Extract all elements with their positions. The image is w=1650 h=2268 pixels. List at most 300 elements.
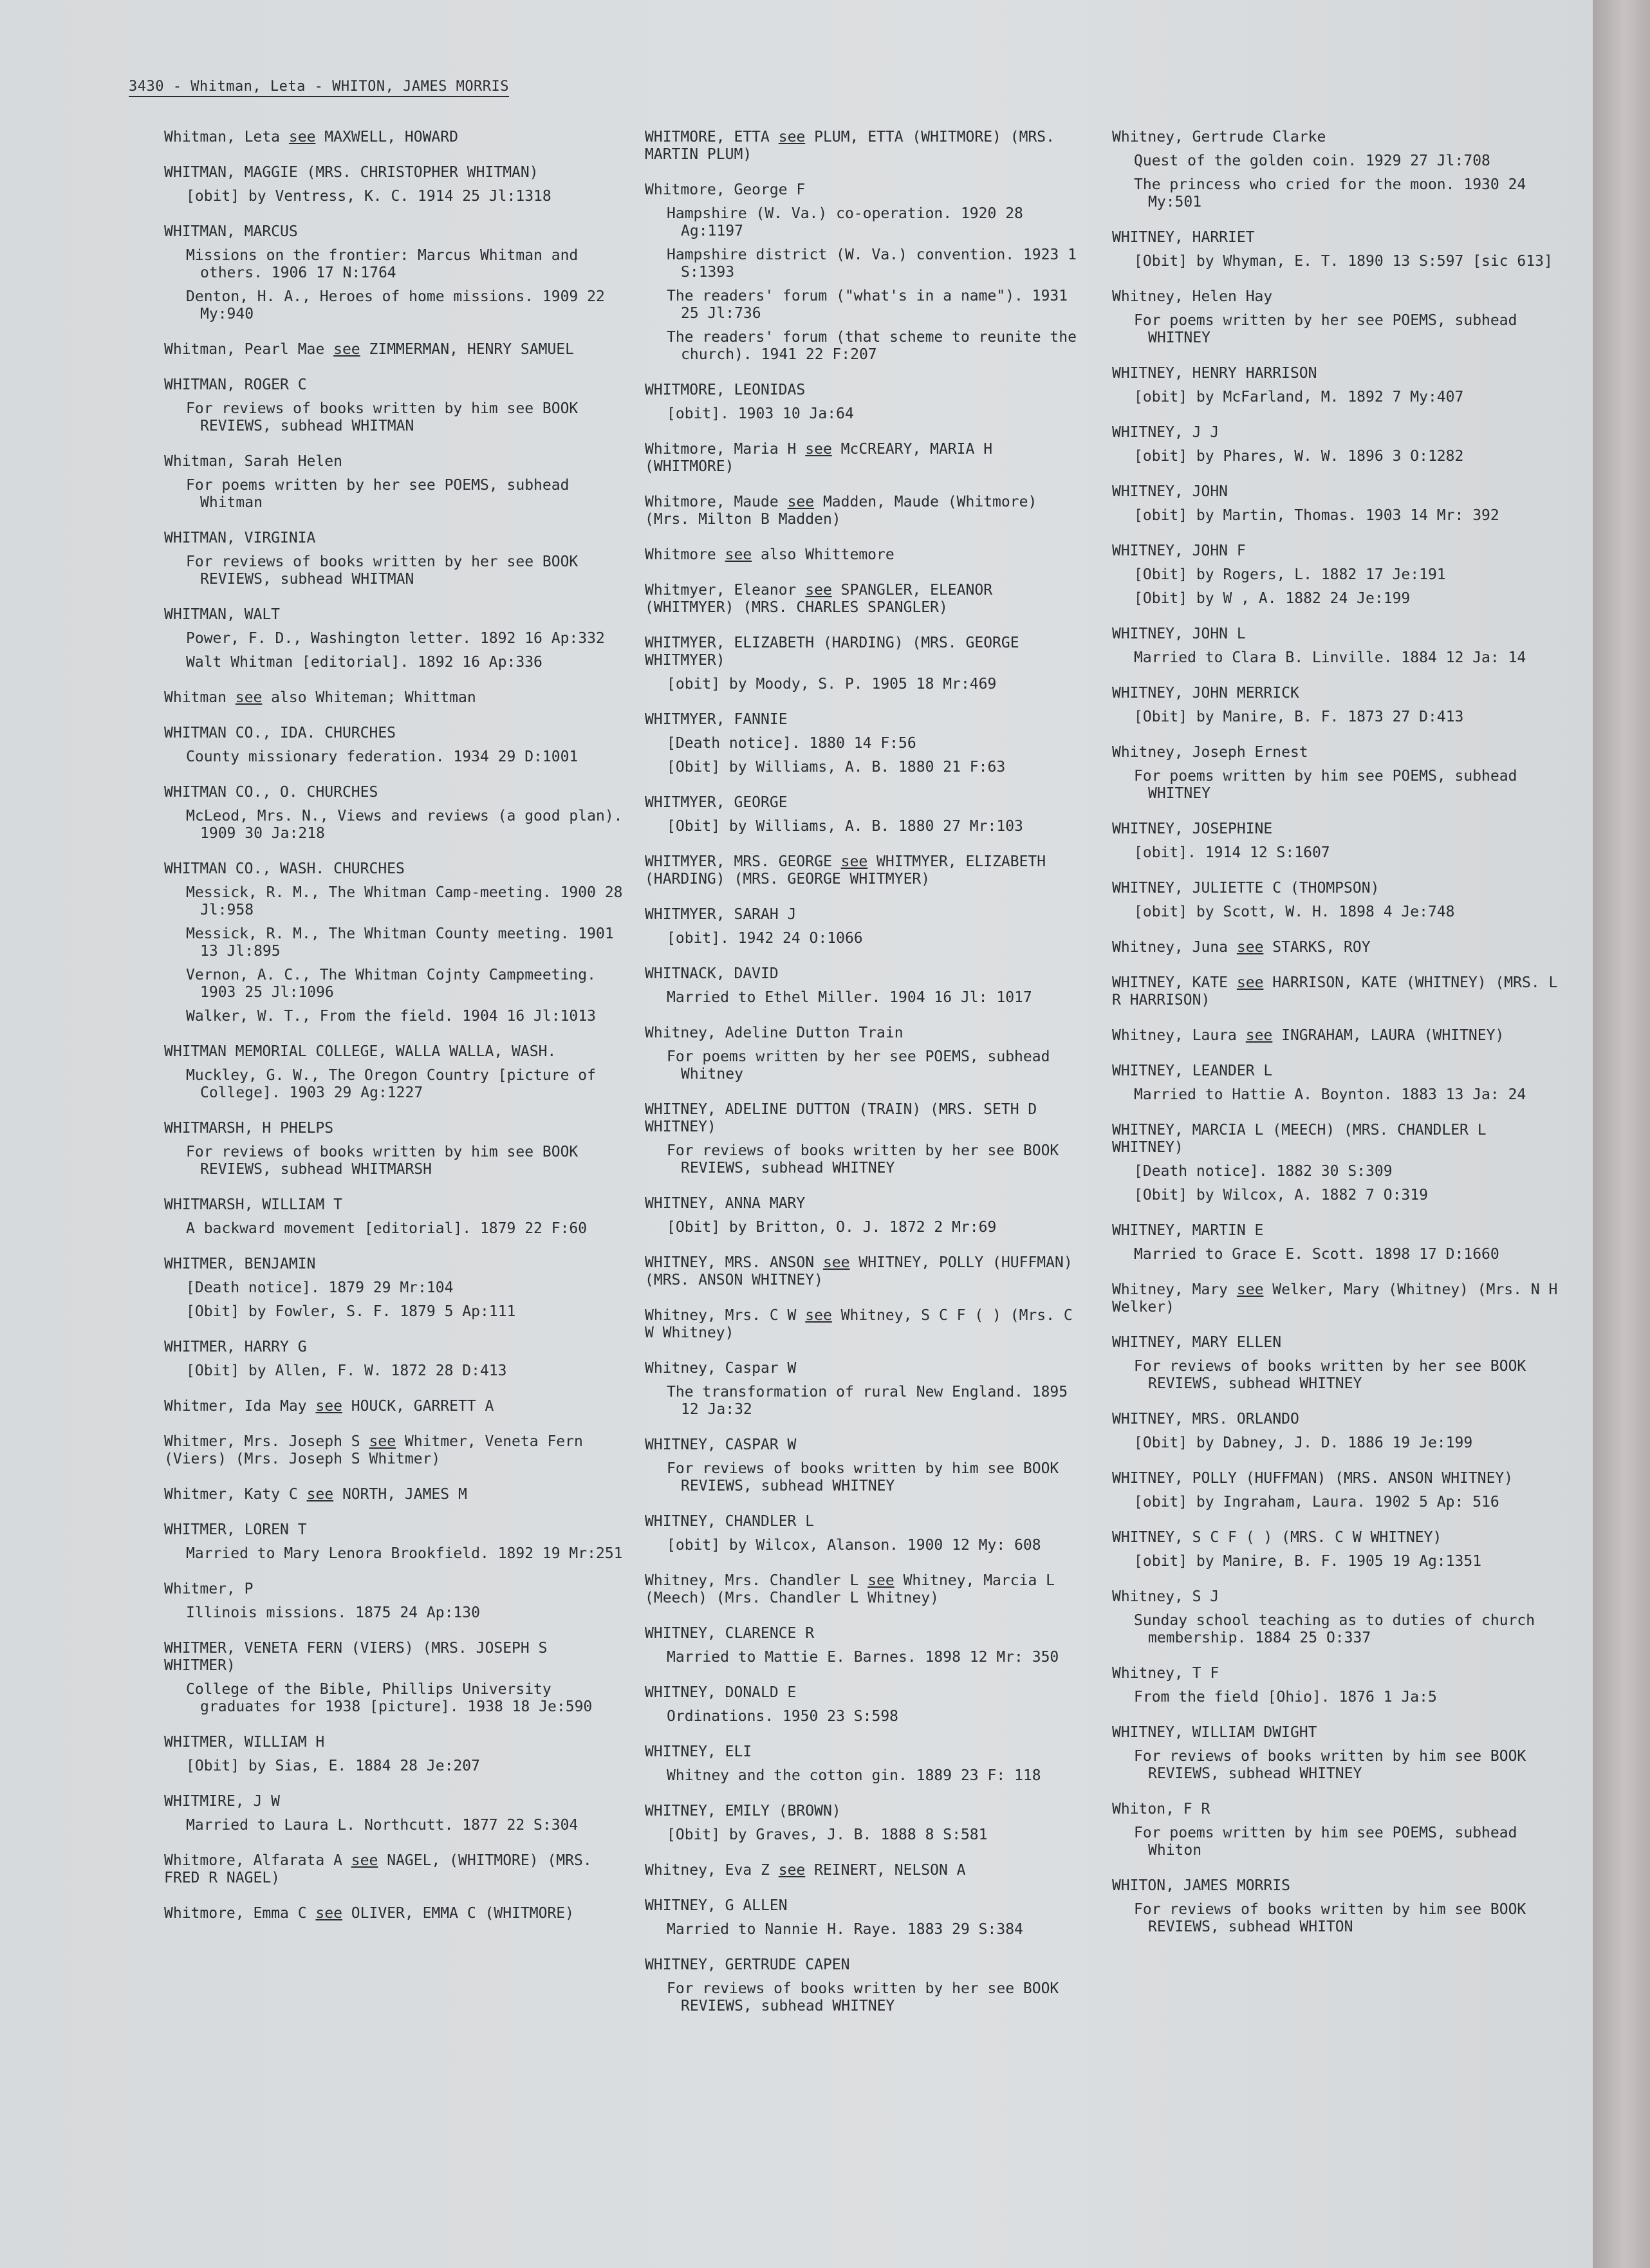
entry-heading (645, 1307, 1089, 1342)
citation: For reviews of books written by him see BOOK REVIEWS, subhead WHITMARSH (186, 1144, 579, 1178)
heading-text: MAXWELL, HOWARD (315, 129, 458, 145)
heading-text: WHITNEY, MARTIN E (1112, 1222, 1264, 1239)
citation: [Obit] by Dabney, J. D. 1886 19 Je:199 (1134, 1435, 1473, 1451)
entry-heading (1112, 1281, 1562, 1316)
entry-heading (1112, 365, 1562, 382)
citation: [Obit] by Manire, B. F. 1873 27 D:413 (1134, 709, 1464, 725)
entry-heading (1112, 1027, 1562, 1045)
citation: [obit] by Scott, W. H. 1898 4 Je:748 (1134, 904, 1455, 920)
citation: [obit] by Moody, S. P. 1905 18 Mr:469 (667, 676, 997, 692)
citation: Married to Mary Lenora Brookfield. 1892 19 Mr:251 (186, 1545, 623, 1562)
index-entry (1112, 1724, 1562, 1783)
heading-text: NAGEL, (WHITMORE) (MRS. FRED R NAGEL) (164, 1852, 592, 1886)
column-3 (1112, 129, 1562, 1954)
index-entry (1112, 880, 1562, 921)
index-entry (645, 382, 1089, 423)
heading-text: Whitney, Joseph Ernest (1112, 744, 1308, 761)
entry-heading (164, 376, 627, 394)
see-reference: see (315, 1905, 342, 1922)
entry-heading (164, 1852, 627, 1887)
citation: College of the Bible, Phillips University graduates for 1938 [picture]. 1938 18 Je:590 (186, 1681, 593, 1715)
heading-text: WHITNEY, MARCIA L (MEECH) (MRS. CHANDLER L WHITNEY) (1112, 1122, 1487, 1156)
see-reference: see (1236, 939, 1264, 956)
heading-text: Whitmore, Alfarata A (164, 1852, 351, 1869)
index-entry (164, 1043, 627, 1102)
heading-text: Whitmore, Maude (645, 494, 788, 510)
citation: For reviews of books written by her see BOOK REVIEWS, subhead WHITNEY (667, 1980, 1059, 2014)
heading-text: Whitmer, Mrs. Joseph S (164, 1433, 369, 1450)
index-entry (645, 1195, 1089, 1236)
citation: [Obit] by Allen, F. W. 1872 28 D:413 (186, 1362, 507, 1379)
index-entry (1112, 1665, 1562, 1706)
index-entry (164, 1734, 627, 1775)
citation: Married to Clara B. Linville. 1884 12 Ja: 14 (1134, 649, 1526, 666)
heading-text: Whitman, Pearl Mae (164, 341, 334, 358)
column-2 (645, 129, 1089, 2033)
heading-text: Whitney, Adeline Dutton Train (645, 1025, 904, 1041)
citation: Hampshire (W. Va.) co-operation. 1920 28 Ag:1197 (667, 205, 1023, 239)
citation: Married to Nannie H. Raye. 1883 29 S:384 (667, 1921, 1023, 1938)
heading-text: WHITMARSH, H PHELPS (164, 1120, 334, 1137)
citation: [obit]. 1903 10 Ja:64 (667, 405, 854, 422)
index-entry (164, 1398, 627, 1415)
citation: [Obit] by Rogers, L. 1882 17 Je:191 (1134, 566, 1446, 583)
index-entry (645, 546, 1089, 564)
entry-heading (645, 129, 1089, 163)
heading-text: WHITMER, LOREN T (164, 1521, 307, 1538)
citation: The readers' forum ("what's in a name"). 1931 25 Jl:736 (667, 288, 1068, 322)
see-reference: see (778, 129, 806, 145)
heading-text: WHITNEY, CLARENCE R (645, 1625, 815, 1642)
citation: [Obit] by Britton, O. J. 1872 2 Mr:69 (667, 1219, 997, 1236)
see-reference: see (306, 1486, 334, 1503)
citation: [obit] by Martin, Thomas. 1903 14 Mr: 392 (1134, 507, 1499, 524)
heading-text: WHITMER, BENJAMIN (164, 1256, 316, 1272)
citation: For poems written by her see POEMS, subhead Whitman (186, 477, 570, 511)
citation: [Death notice]. 1882 30 S:309 (1134, 1163, 1393, 1180)
index-entry (164, 129, 627, 146)
entry-heading (164, 1398, 627, 1415)
entry-heading (164, 1196, 627, 1214)
heading-text: Whitney, Marcia L (Meech) (Mrs. Chandler L Whitney) (645, 1572, 1055, 1606)
entry-heading (645, 1513, 1089, 1530)
index-entry (645, 965, 1089, 1007)
page-header: 3430 - Whitman, Leta - WHITON, JAMES MORRIS (129, 79, 509, 97)
heading-text: WHITNEY, JOHN MERRICK (1112, 685, 1299, 702)
citation: The readers' forum (that scheme to reunite the church). 1941 22 F:207 (667, 329, 1077, 363)
heading-text: WHITNEY, POLLY (HUFFMAN) (MRS. ANSON WHITNEY) (645, 1254, 1073, 1288)
heading-text: WHITNEY, ANNA MARY (645, 1195, 806, 1212)
heading-text: ZIMMERMAN, HENRY SAMUEL (360, 341, 574, 358)
heading-text: McCREARY, MARIA H (WHITMORE) (645, 441, 993, 475)
citation: Messick, R. M., The Whitman County meeting. 1901 13 Jl:895 (186, 925, 614, 960)
heading-text: WHITNEY, S C F ( ) (MRS. C W WHITNEY) (1112, 1529, 1442, 1546)
index-entry (164, 725, 627, 766)
index-entry (1112, 974, 1562, 1009)
index-entry (1112, 483, 1562, 525)
index-entry (164, 453, 627, 512)
heading-text: WHITNEY, GERTRUDE CAPEN (645, 1957, 850, 1973)
index-entry (1112, 1063, 1562, 1104)
see-reference: see (1236, 1281, 1264, 1298)
entry-heading (1112, 974, 1562, 1009)
heading-text: Whitney, Caspar W (645, 1360, 797, 1377)
heading-text: WHITMAN, VIRGINIA (164, 530, 316, 546)
entry-heading (164, 1339, 627, 1356)
citation: [obit] by Phares, W. W. 1896 3 O:1282 (1134, 448, 1464, 465)
index-entry (164, 1196, 627, 1238)
see-reference: see (840, 853, 868, 870)
citation: From the field [Ohio]. 1876 1 Ja:5 (1134, 1689, 1437, 1706)
entry-heading (164, 164, 627, 181)
entry-heading (645, 711, 1089, 729)
entry-heading (1112, 1801, 1562, 1818)
heading-text: Whitney, Mrs. C W (645, 1307, 806, 1324)
entry-heading (1112, 1222, 1562, 1240)
heading-text: Whitman (164, 689, 236, 706)
heading-text: WHITMYER, ELIZABETH (HARDING) (MRS. GEORGE WHITMYER) (645, 853, 1046, 888)
citation: Messick, R. M., The Whitman Camp-meeting. 1900 28 Jl:958 (186, 884, 623, 918)
see-reference: see (288, 129, 316, 145)
index-entry (164, 1339, 627, 1380)
entry-heading (645, 635, 1089, 669)
entry-heading (164, 1433, 627, 1468)
entry-heading (1112, 483, 1562, 501)
heading-text: Whitney, S J (1112, 1588, 1219, 1605)
heading-text: REINERT, NELSON A (805, 1862, 966, 1879)
heading-text: Whitney, Gertrude Clarke (1112, 129, 1326, 145)
heading-text: Whitmore, Emma C (164, 1905, 316, 1922)
entry-heading (645, 582, 1089, 617)
citation: [Obit] by W , A. 1882 24 Je:199 (1134, 590, 1411, 607)
entry-heading (1112, 939, 1562, 956)
index-entry (1112, 1411, 1562, 1452)
entry-heading (164, 1905, 627, 1922)
heading-text: WHITNEY, HENRY HARRISON (1112, 365, 1317, 382)
entry-heading (164, 453, 627, 470)
index-entry (1112, 229, 1562, 270)
index-entry (1112, 129, 1562, 211)
heading-text: Whitmore, Maria H (645, 441, 806, 458)
entry-heading (164, 1256, 627, 1273)
citation: A backward movement [editorial]. 1879 22 F:60 (186, 1220, 588, 1237)
index-entry (645, 853, 1089, 888)
entry-heading (164, 1120, 627, 1137)
heading-text: WHITNEY, ELI (645, 1743, 752, 1760)
heading-text: Whitney, Eva Z (645, 1862, 779, 1879)
heading-text: NORTH, JAMES M (333, 1486, 467, 1503)
index-entry (645, 1436, 1089, 1495)
index-entry (645, 1803, 1089, 1844)
heading-text: also Whittemore (752, 546, 895, 563)
index-entry (645, 1957, 1089, 2015)
citation: Walker, W. T., From the field. 1904 16 Jl:1013 (186, 1008, 596, 1025)
citation: Whitney and the cotton gin. 1889 23 F: 118 (667, 1767, 1041, 1784)
index-entry (164, 784, 627, 842)
entry-heading (1112, 685, 1562, 702)
index-entry (1112, 744, 1562, 803)
index-entry (164, 1640, 627, 1716)
index-entry (645, 1572, 1089, 1607)
entry-heading (645, 1862, 1089, 1879)
heading-text: WHITNEY, CASPAR W (645, 1436, 797, 1453)
citation: [Obit] by Graves, J. B. 1888 8 S:581 (667, 1826, 988, 1843)
entry-heading (1112, 129, 1562, 146)
heading-text: Whitney, S C F ( ) (Mrs. C W Whitney) (645, 1307, 1073, 1341)
index-entry (1112, 821, 1562, 862)
index-entry (645, 635, 1089, 693)
heading-text: WHITMAN CO., O. CHURCHES (164, 784, 378, 801)
heading-text: Whitney, Helen Hay (1112, 288, 1273, 305)
see-reference: see (235, 689, 263, 706)
heading-text: WHITMAN, WALT (164, 606, 281, 623)
entry-heading (1112, 1411, 1562, 1428)
entry-heading (645, 1803, 1089, 1820)
citation: Married to Mattie E. Barnes. 1898 12 Mr: 350 (667, 1649, 1059, 1666)
entry-heading (1112, 1529, 1562, 1547)
heading-text: Whitmer, Ida May (164, 1398, 316, 1415)
entry-heading (645, 1957, 1089, 1974)
heading-text: WHITMYER, SARAH J (645, 906, 797, 923)
entry-heading (645, 1360, 1089, 1377)
index-entry (164, 1581, 627, 1622)
citation: Illinois missions. 1875 24 Ap:130 (186, 1604, 480, 1621)
see-reference: see (351, 1852, 378, 1869)
citation: [Obit] by Sias, E. 1884 28 Je:207 (186, 1758, 480, 1774)
heading-text: Whitney, Juna (1112, 939, 1237, 956)
index-entry (645, 1254, 1089, 1289)
heading-text: WHITMYER, GEORGE (645, 794, 788, 811)
index-entry (645, 1101, 1089, 1177)
citation: Denton, H. A., Heroes of home missions. 1909 22 My:940 (186, 288, 605, 322)
entry-heading (645, 1572, 1089, 1607)
citation: Married to Ethel Miller. 1904 16 Jl: 1017 (667, 989, 1032, 1006)
citation: [obit]. 1914 12 S:1607 (1134, 844, 1330, 861)
index-entry (164, 1486, 627, 1503)
entry-heading (1112, 1724, 1562, 1742)
index-entry (164, 1793, 627, 1834)
heading-text: INGRAHAM, LAURA (WHITNEY) (1272, 1027, 1505, 1044)
citation: For reviews of books written by him see BOOK REVIEWS, subhead WHITMAN (186, 400, 579, 434)
heading-text: Whitney, Mrs. Chandler L (645, 1572, 868, 1589)
index-entry (1112, 1529, 1562, 1570)
heading-text: WHITMORE, LEONIDAS (645, 382, 806, 398)
index-entry (1112, 1470, 1562, 1511)
entry-heading (1112, 424, 1562, 442)
index-entry (1112, 685, 1562, 726)
heading-text: WHITNEY, J J (1112, 424, 1219, 441)
index-entry (164, 1433, 627, 1468)
index-entry (645, 1684, 1089, 1725)
index-entry (1112, 1222, 1562, 1263)
index-entry (164, 606, 627, 671)
index-entry (164, 1905, 627, 1922)
entry-heading (645, 1625, 1089, 1642)
heading-text: Whitmer, Veneta Fern (Viers) (Mrs. Joseph S Whitmer) (164, 1433, 583, 1467)
citation: McLeod, Mrs. N., Views and reviews (a good plan). 1909 30 Ja:218 (186, 808, 623, 842)
index-entry (164, 530, 627, 588)
heading-text: Whitmore (645, 546, 725, 563)
see-reference: see (1245, 1027, 1273, 1044)
entry-heading (164, 223, 627, 241)
entry-heading (645, 1195, 1089, 1213)
index-entry (645, 1307, 1089, 1342)
entry-heading (164, 860, 627, 878)
index-entry (1112, 1122, 1562, 1204)
index-entry (645, 1360, 1089, 1418)
citation: [obit]. 1942 24 O:1066 (667, 930, 863, 947)
see-reference: see (805, 582, 832, 599)
heading-text: WHITNEY, ADELINE DUTTON (TRAIN) (MRS. SETH D WHITNEY) (645, 1101, 1037, 1135)
entry-heading (645, 1436, 1089, 1454)
entry-heading (164, 1793, 627, 1810)
column-1 (164, 129, 627, 1940)
heading-text: WHITMAN, MARCUS (164, 223, 298, 240)
entry-heading (1112, 744, 1562, 761)
entry-heading (645, 965, 1089, 983)
citation: [obit] by McFarland, M. 1892 7 My:407 (1134, 389, 1464, 405)
citation: The princess who cried for the moon. 1930 24 My:501 (1134, 176, 1526, 210)
index-entry (1112, 1588, 1562, 1647)
see-reference: see (1236, 974, 1264, 991)
index-entry (164, 223, 627, 323)
index-entry (645, 1743, 1089, 1785)
heading-text: SPANGLER, ELEANOR (WHITMYER) (MRS. CHARLES SPANGLER) (645, 582, 993, 616)
citation: For poems written by him see POEMS, subhead WHITNEY (1134, 768, 1517, 802)
heading-text: WHITNEY, MARY ELLEN (1112, 1334, 1282, 1351)
citation: [Obit] by Fowler, S. F. 1879 5 Ap:111 (186, 1303, 516, 1320)
citation: Married to Grace E. Scott. 1898 17 D:1660 (1134, 1246, 1499, 1263)
index-entry (164, 1521, 627, 1563)
entry-heading (645, 1897, 1089, 1915)
entry-heading (645, 1025, 1089, 1042)
heading-text: also Whiteman; Whittman (262, 689, 476, 706)
see-reference: see (315, 1398, 342, 1415)
index-entry (164, 164, 627, 205)
citation: [Death notice]. 1879 29 Mr:104 (186, 1279, 454, 1296)
heading-text: Whitman, Sarah Helen (164, 453, 342, 470)
heading-text: HOUCK, GARRETT A (342, 1398, 494, 1415)
heading-text: WHITNEY, G ALLEN (645, 1897, 788, 1914)
heading-text: WHITNEY, LEANDER L (1112, 1063, 1273, 1079)
citation: For reviews of books written by her see BOOK REVIEWS, subhead WHITMAN (186, 553, 579, 588)
index-entry (164, 689, 627, 707)
heading-text: WHITMER, VENETA FERN (VIERS) (MRS. JOSEPH S WHITMER) (164, 1640, 548, 1674)
heading-text: WHITNEY, JOHN L (1112, 626, 1246, 642)
heading-text: WHITMAN CO., WASH. CHURCHES (164, 860, 405, 877)
heading-text: Whitmer, Katy C (164, 1486, 307, 1503)
entry-heading (1112, 1334, 1562, 1352)
entry-heading (1112, 626, 1562, 643)
entry-heading (645, 794, 1089, 812)
heading-text: WHITMYER, FANNIE (645, 711, 788, 728)
entry-heading (1112, 1588, 1562, 1606)
entry-heading (164, 341, 627, 358)
citation: [obit] by Ventress, K. C. 1914 25 Jl:1318 (186, 188, 552, 205)
entry-heading (164, 1640, 627, 1675)
citation: For poems written by her see POEMS, subhead WHITNEY (1134, 312, 1517, 346)
heading-text: STARKS, ROY (1263, 939, 1371, 956)
entry-heading (164, 784, 627, 801)
index-entry (164, 860, 627, 1025)
entry-heading (1112, 1063, 1562, 1080)
heading-text: Madden, Maude (Whitmore) (Mrs. Milton B Madden) (645, 494, 1037, 528)
citation: For reviews of books written by her see BOOK REVIEWS, subhead WHITNEY (667, 1142, 1059, 1176)
heading-text: Whitney, Mary (1112, 1281, 1237, 1298)
heading-text: WHITMER, HARRY G (164, 1339, 307, 1355)
heading-text: WHITNEY, JULIETTE C (THOMPSON) (1112, 880, 1380, 897)
index-entry (645, 129, 1089, 163)
index-entry (645, 794, 1089, 835)
citation: Walt Whitman [editorial]. 1892 16 Ap:336 (186, 654, 542, 671)
citation: [Obit] by Williams, A. B. 1880 27 Mr:103 (667, 818, 1023, 835)
entry-heading (164, 1486, 627, 1503)
see-reference: see (369, 1433, 396, 1450)
index-entry (164, 376, 627, 435)
entry-heading (645, 441, 1089, 476)
see-reference: see (787, 494, 815, 510)
citation: [Death notice]. 1880 14 F:56 (667, 735, 916, 752)
heading-text: WHITNEY, CHANDLER L (645, 1513, 815, 1530)
index-entry (1112, 939, 1562, 956)
citation: For reviews of books written by him see BOOK REVIEWS, subhead WHITNEY (667, 1460, 1059, 1494)
entry-heading (164, 129, 627, 146)
index-entry (645, 1897, 1089, 1938)
heading-text: WHITNACK, DAVID (645, 965, 779, 982)
entry-heading (645, 494, 1089, 528)
entry-heading (1112, 821, 1562, 838)
heading-text: WHITMAN, MAGGIE (MRS. CHRISTOPHER WHITMAN) (164, 164, 539, 181)
citation: Quest of the golden coin. 1929 27 Jl:708 (1134, 153, 1490, 169)
index-entry (1112, 1801, 1562, 1859)
see-reference: see (867, 1572, 895, 1589)
heading-text: WHITMER, WILLIAM H (164, 1734, 325, 1751)
index-entry (645, 711, 1089, 776)
heading-text: OLIVER, EMMA C (WHITMORE) (342, 1905, 574, 1922)
index-entry (645, 494, 1089, 528)
citation: County missionary federation. 1934 29 D:1001 (186, 748, 579, 765)
heading-text: WHITMAN CO., IDA. CHURCHES (164, 725, 396, 741)
index-entry (645, 181, 1089, 364)
entry-heading (645, 181, 1089, 199)
heading-text: WHITNEY, JOSEPHINE (1112, 821, 1273, 837)
index-entry (1112, 626, 1562, 667)
index-entry (1112, 1027, 1562, 1045)
index-entry (1112, 288, 1562, 347)
entry-heading (164, 1043, 627, 1061)
entry-heading (164, 1581, 627, 1598)
entry-heading (164, 1521, 627, 1539)
heading-text: Whitmyer, Eleanor (645, 582, 806, 599)
citation: For reviews of books written by him see BOOK REVIEWS, subhead WHITNEY (1134, 1748, 1526, 1782)
heading-text: WHITMYER, MRS. GEORGE (645, 853, 841, 870)
citation: [Obit] by Whyman, E. T. 1890 13 S:597 [sic 613] (1134, 253, 1553, 270)
citation: Married to Hattie A. Boynton. 1883 13 Ja: 24 (1134, 1086, 1526, 1103)
index-entry (645, 1862, 1089, 1879)
heading-text: WHITNEY, WILLIAM DWIGHT (1112, 1724, 1317, 1741)
see-reference: see (805, 441, 832, 458)
heading-text: WHITMAN, ROGER C (164, 376, 307, 393)
heading-text: WHITNEY, MRS. ORLANDO (1112, 1411, 1299, 1427)
heading-text: Whitman, Leta (164, 129, 289, 145)
index-entry (164, 1256, 627, 1321)
entry-heading (1112, 1470, 1562, 1487)
citation: Muckley, G. W., The Oregon Country [picture of College]. 1903 29 Ag:1227 (186, 1067, 596, 1101)
entry-heading (645, 1743, 1089, 1761)
index-entry (164, 341, 627, 358)
citation: For reviews of books written by him see BOOK REVIEWS, subhead WHITON (1134, 1901, 1526, 1935)
citation: Married to Laura L. Northcutt. 1877 22 S:304 (186, 1817, 579, 1834)
